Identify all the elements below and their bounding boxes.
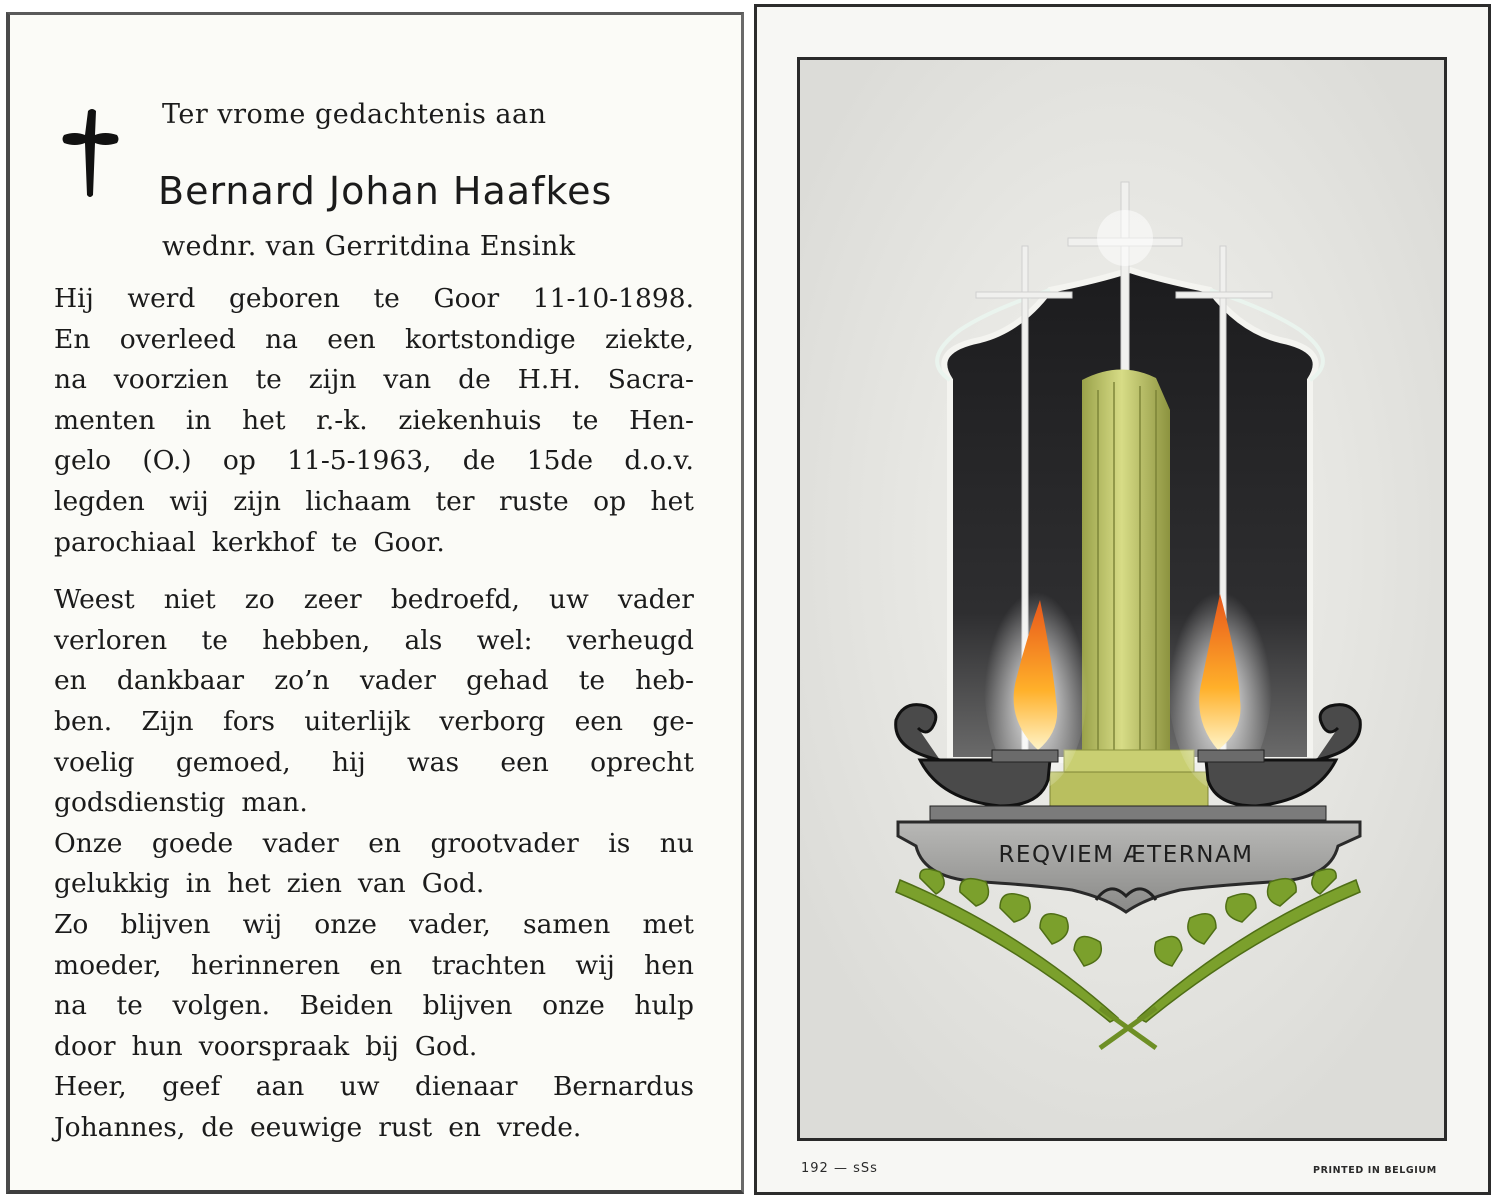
deceased-name: Bernard Johan Haafkes (158, 169, 613, 213)
text-line: voelig gemoed, hij was een oprecht (54, 746, 694, 778)
illustration-frame (797, 57, 1447, 1141)
requiem-banner: REQVIEM ÆTERNAM (998, 842, 1254, 868)
text-line: Heer, geef aan uw dienaar Bernardus (54, 1071, 694, 1103)
text-line: Zo blijven wij onze vader, samen met (54, 908, 694, 940)
text-line: godsdienstig man. (54, 787, 308, 819)
text-line: verloren te hebben, als wel: verheugd (54, 624, 694, 656)
card-code: 192 — sSs (801, 1161, 878, 1176)
memorial-text-card (6, 12, 744, 1194)
text-line: parochiaal kerkhof te Goor. (54, 526, 445, 558)
spouse-line: wednr. van Gerritdina Ensink (162, 231, 576, 262)
text-line: na voorzien te zijn van de H.H. Sacra- (54, 364, 694, 396)
printer-imprint: PRINTED IN BELGIUM (1313, 1165, 1437, 1176)
text-line: legden wij zijn lichaam ter ruste op het (54, 485, 694, 517)
text-line: Johannes, de eeuwige rust en vrede. (54, 1111, 582, 1143)
text-line: menten in het r.-k. ziekenhuis te Hen- (54, 404, 694, 436)
requiem-illustration (800, 60, 1444, 1138)
memorial-image-card (754, 4, 1491, 1195)
text-line: na te volgen. Beiden blijven onze hulp (54, 990, 694, 1022)
text-line: gelukkig in het zien van God. (54, 868, 485, 900)
text-line: Hij werd geboren te Goor 11-10-1898. (54, 283, 694, 314)
text-line: En overleed na een kortstondige ziekte, (54, 323, 694, 355)
cross-icon (62, 107, 122, 199)
text-line: en dankbaar zo’n vader gehad te heb- (54, 665, 694, 697)
intro-line: Ter vrome gedachtenis aan (162, 99, 547, 130)
text-line: moeder, herinneren en trachten wij hen (54, 949, 694, 981)
text-line: Onze goede vader en grootvader is nu (54, 827, 694, 859)
memorial-text (54, 279, 694, 1148)
text-line: Weest niet zo zeer bedroefd, uw vader (54, 584, 694, 616)
text-line: gelo (O.) op 11-5-1963, de 15de d.o.v. (54, 445, 694, 477)
paragraph-gap (54, 563, 694, 580)
text-line: ben. Zijn fors uiterlijk verborg een ge- (54, 705, 694, 737)
text-line: door hun voorspraak bij God. (54, 1030, 478, 1062)
